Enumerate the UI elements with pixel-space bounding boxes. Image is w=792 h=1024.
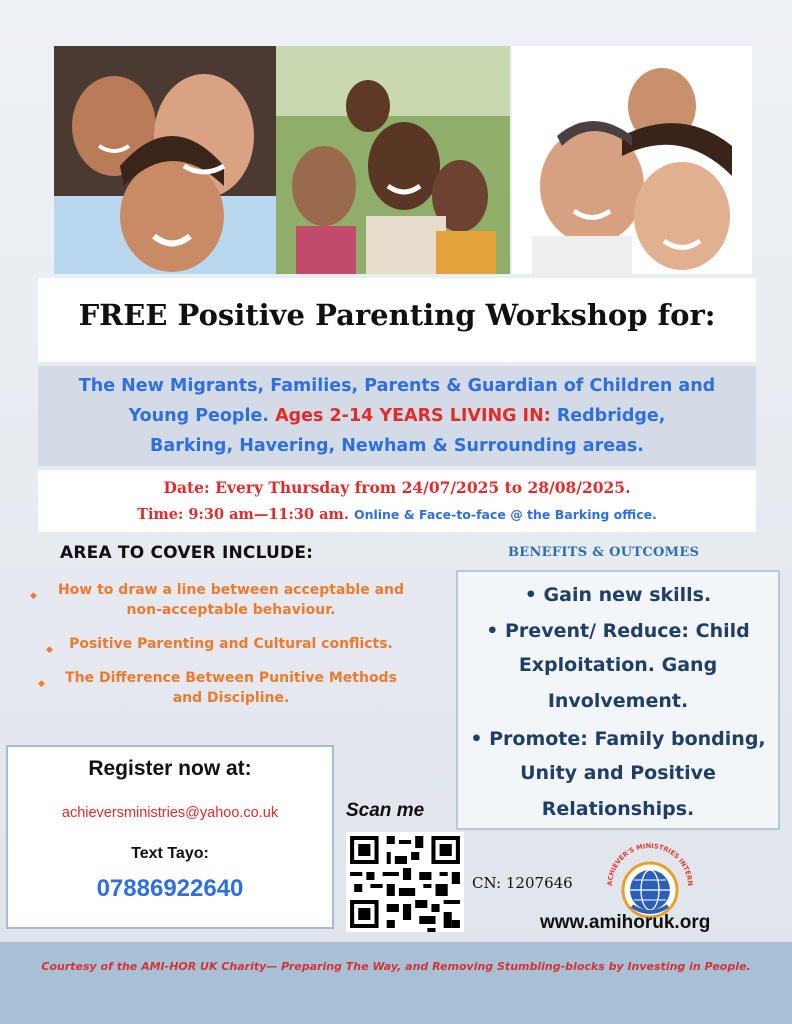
area-item-line: Positive Parenting and Cultural conflicts.: [69, 636, 393, 652]
audience-redbridge: Redbridge,: [556, 406, 666, 426]
schedule-mode: Online & Face-to-face @ the Barking office.: [353, 507, 657, 522]
diamond-bullet-icon: ◆: [30, 591, 37, 601]
register-text-label: Text Tayo:: [131, 845, 209, 862]
benefit-line: • Gain new skills.: [524, 584, 712, 606]
benefit-line: Unity and Positive: [520, 762, 716, 784]
area-item-line: and Discipline.: [172, 690, 290, 706]
register-box: [6, 745, 334, 929]
register-phone-number[interactable]: 07886922640: [96, 875, 244, 902]
area-item-line: How to draw a line between acceptable and: [57, 582, 405, 598]
website-link[interactable]: www.amihoruk.org: [540, 912, 711, 933]
title-banner: [38, 278, 756, 362]
audience-ages: Ages 2-14 YEARS LIVING IN:: [275, 406, 551, 426]
areas-heading: AREA TO COVER INCLUDE:: [60, 543, 314, 563]
benefit-line: • Prevent/ Reduce: Child: [486, 620, 750, 642]
area-item: [24, 634, 438, 654]
schedule-banner: [38, 470, 756, 532]
qr-code-icon[interactable]: [346, 832, 464, 932]
scan-me-label: Scan me: [346, 800, 425, 821]
schedule-date: Date: Every Thursday from 24/07/2025 to 28/08/2025.: [163, 478, 631, 497]
register-title: Register now at:: [88, 757, 252, 780]
register-email-link[interactable]: achieversministries@yahoo.co.uk: [61, 805, 279, 821]
footer-text: Courtesy of the AMI-HOR UK Charity— Preparing The Way, and Removing Stumbling-blocks by Investing in People.: [41, 960, 751, 973]
family-photo-center: [276, 46, 510, 274]
benefit-line: Involvement.: [547, 690, 689, 712]
page-title: FREE Positive Parenting Workshop for:: [78, 298, 716, 332]
audience-banner: [38, 366, 756, 466]
benefits-box: [456, 570, 780, 830]
audience-line-3: Barking, Havering, Newham & Surrounding areas.: [150, 436, 644, 456]
benefits-heading: BENEFITS & OUTCOMES: [508, 545, 700, 560]
area-item: [24, 580, 438, 620]
diamond-bullet-icon: ◆: [38, 679, 45, 689]
area-item-line: The Difference Between Punitive Methods: [65, 670, 397, 686]
benefit-line: • Promote: Family bonding,: [470, 728, 766, 750]
audience-line-2: [38, 406, 756, 426]
schedule-time: Time: 9:30 am—11:30 am.: [137, 506, 349, 523]
area-item: [24, 668, 438, 708]
area-item-line: non-acceptable behaviour.: [126, 602, 336, 618]
charity-number: CN: 1207646: [472, 874, 573, 892]
audience-line-1: The New Migrants, Families, Parents & Guardian of Children and: [78, 376, 716, 396]
benefit-line: Exploitation. Gang: [518, 654, 718, 676]
family-photo-left: [54, 46, 276, 274]
areas-list: [24, 580, 438, 722]
footer-band: [0, 942, 792, 1024]
logo-text: ACHIEVER'S MINISTRIES INTERN: [605, 841, 695, 887]
family-photo-right: [512, 46, 752, 274]
schedule-time-line: [38, 506, 756, 523]
benefit-line: Relationships.: [541, 798, 695, 820]
diamond-bullet-icon: ◆: [46, 645, 53, 655]
audience-young-people: Young People.: [128, 406, 269, 426]
